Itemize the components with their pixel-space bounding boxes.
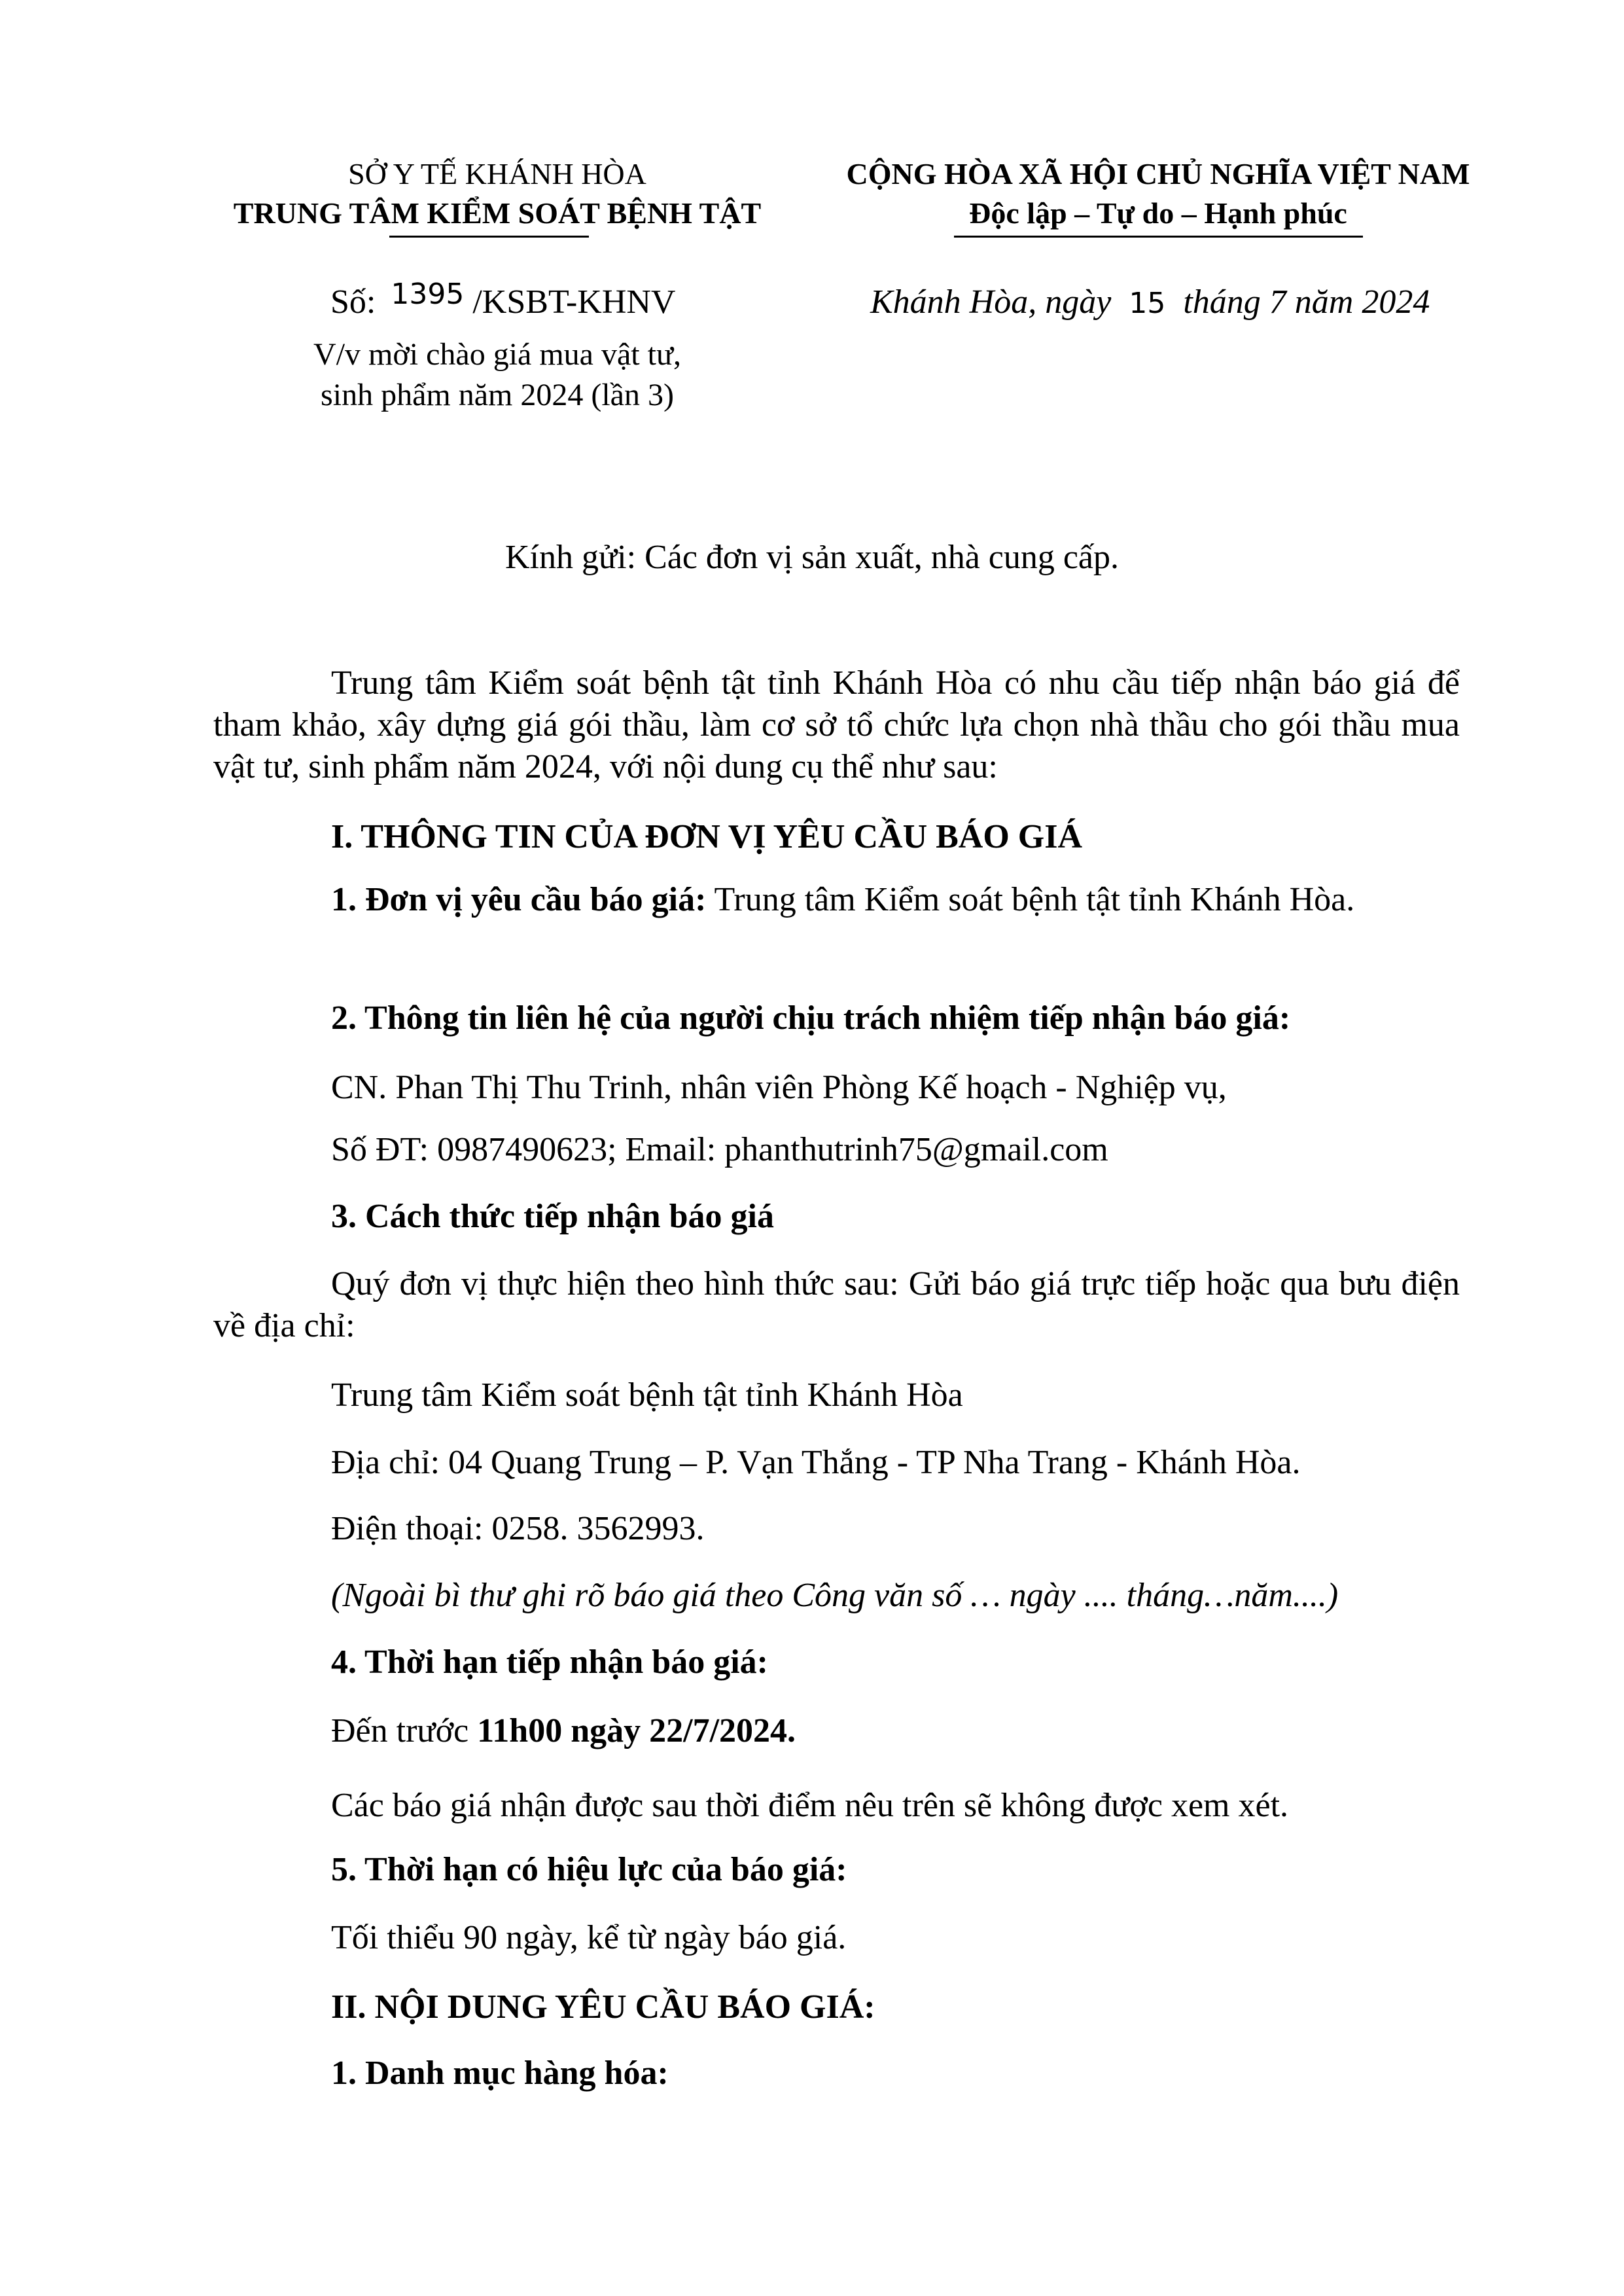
- deadline-line: [331, 1710, 796, 1752]
- number-prefix: Số:: [330, 283, 376, 321]
- unit-underline: [389, 236, 589, 238]
- subject-line-1: V/v mời chào giá mua vật tư,: [313, 337, 681, 372]
- recipient: Kính gửi: Các đơn vị sản xuất, nhà cung cấp.: [504, 539, 1120, 576]
- section1-item3-label: 3. Cách thức tiếp nhận báo giá: [331, 1198, 774, 1235]
- envelope-note: (Ngoài bì thư ghi rõ báo giá theo Công văn số … ngày .... tháng…năm....): [331, 1577, 1339, 1614]
- deadline-prefix: Đến trước: [331, 1712, 478, 1749]
- nation-title: CỘNG HÒA XÃ HỘI CHỦ NGHĨA VIỆT NAM: [846, 157, 1470, 190]
- contact-line-2: Số ĐT: 0987490623; Email: phanthutrinh75@gmail.com: [331, 1131, 1108, 1168]
- deadline-value: 11h00 ngày 22/7/2024.: [477, 1712, 796, 1749]
- section1-item4-label: 4. Thời hạn tiếp nhận báo giá:: [331, 1643, 768, 1681]
- method-paragraph: Quý đơn vị thực hiện theo hình thức sau: Gửi báo giá trực tiếp hoặc qua bưu điện về địa chỉ:: [213, 1265, 1460, 1344]
- address-name: Trung tâm Kiểm soát bệnh tật tỉnh Khánh Hòa: [331, 1376, 963, 1414]
- section2-item1-label: 1. Danh mục hàng hóa:: [331, 2054, 669, 2092]
- nation-motto: Độc lập – Tự do – Hạnh phúc: [969, 196, 1347, 230]
- address-line: Địa chỉ: 04 Quang Trung – P. Vạn Thắng - TP Nha Trang - Khánh Hòa.: [331, 1444, 1301, 1481]
- agency-name: SỞ Y TẾ KHÁNH HÒA: [348, 157, 646, 190]
- section1-item2-label: 2. Thông tin liên hệ của người chịu trách nhiệm tiếp nhận báo giá:: [331, 999, 1291, 1037]
- unit-name: TRUNG TÂM KIỂM SOÁT BỆNH TẬT: [233, 196, 762, 230]
- section1-item5-label: 5. Thời hạn có hiệu lực của báo giá:: [331, 1851, 847, 1888]
- number-suffix: /KSBT-KHNV: [472, 283, 676, 321]
- number-handwritten: 1395: [391, 278, 465, 311]
- document-number: [330, 278, 676, 325]
- motto-underline: [954, 236, 1363, 238]
- intro-paragraph: Trung tâm Kiểm soát bệnh tật tỉnh Khánh Hòa có nhu cầu tiếp nhận báo giá để tham khảo, xây dựng giá gói thầu, làm cơ sở tổ chức lựa chọn nhà thầu cho gói thầu mua vật tư, sinh phẩm năm 2024, với nội dung cụ thể như sau:: [213, 664, 1460, 785]
- late-note: Các báo giá nhận được sau thời điểm nêu trên sẽ không được xem xét.: [331, 1787, 1289, 1824]
- date-day-handwritten: 15: [1129, 287, 1166, 320]
- date-suffix: tháng 7 năm 2024: [1183, 283, 1430, 321]
- validity-line: Tối thiểu 90 ngày, kể từ ngày báo giá.: [331, 1919, 847, 1956]
- item1-value: Trung tâm Kiểm soát bệnh tật tỉnh Khánh Hòa.: [706, 881, 1355, 918]
- contact-line-1: CN. Phan Thị Thu Trinh, nhân viên Phòng Kế hoạch - Nghiệp vụ,: [331, 1069, 1227, 1106]
- date-prefix: Khánh Hòa, ngày: [870, 283, 1112, 321]
- item1-label: 1. Đơn vị yêu cầu báo giá:: [331, 881, 707, 918]
- section1-title: I. THÔNG TIN CỦA ĐƠN VỊ YÊU CẦU BÁO GIÁ: [331, 818, 1083, 855]
- section1-item1: [213, 879, 1460, 921]
- date-line: [870, 281, 1430, 325]
- subject-line-2: sinh phẩm năm 2024 (lần 3): [321, 378, 674, 412]
- section2-title: II. NỘI DUNG YÊU CẦU BÁO GIÁ:: [331, 1988, 875, 2026]
- phone-line: Điện thoại: 0258. 3562993.: [331, 1510, 705, 1547]
